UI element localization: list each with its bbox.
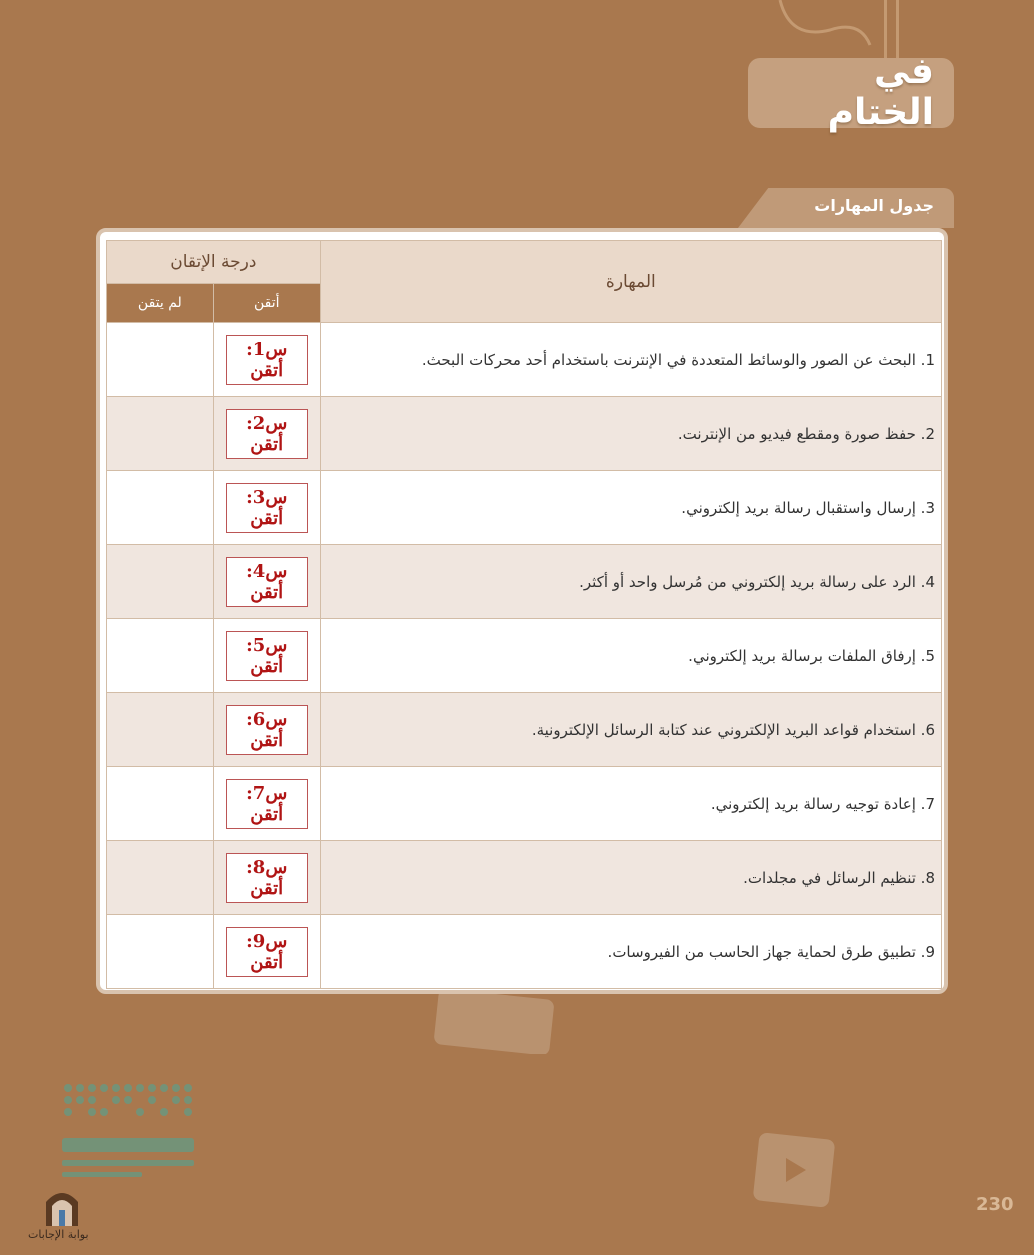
table-row	[107, 693, 942, 767]
mastered-cell	[213, 767, 320, 841]
table-row	[107, 397, 942, 471]
not-mastered-cell	[107, 397, 214, 471]
not-mastered-cell	[107, 545, 214, 619]
portal-name: بوابة الإجابات	[28, 1228, 89, 1241]
answer-stamp: س3: أتقن	[226, 483, 308, 533]
answer-stamp: س5: أتقن	[226, 631, 308, 681]
mastered-cell	[213, 619, 320, 693]
portal-logo	[42, 1186, 82, 1228]
answer-stamp: س4: أتقن	[226, 557, 308, 607]
skill-cell: 6. استخدام قواعد البريد الإلكتروني عند كتابة الرسائل الإلكترونية.	[320, 693, 941, 767]
not-mastered-cell	[107, 619, 214, 693]
not-mastered-cell	[107, 471, 214, 545]
not-mastered-cell	[107, 323, 214, 397]
table-row	[107, 767, 942, 841]
skill-cell: 4. الرد على رسالة بريد إلكتروني من مُرسل واحد أو أكثر.	[320, 545, 941, 619]
mastered-cell	[213, 323, 320, 397]
page-number: 230	[976, 1194, 1014, 1215]
skills-card	[96, 228, 948, 994]
col-not-mastered-header: لم يتقن	[107, 284, 214, 323]
mastered-cell	[213, 841, 320, 915]
mastered-cell	[213, 693, 320, 767]
table-row	[107, 323, 942, 397]
not-mastered-cell	[107, 841, 214, 915]
skill-cell: 7. إعادة توجيه رسالة بريد إلكتروني.	[320, 767, 941, 841]
skill-cell: 8. تنظيم الرسائل في مجلدات.	[320, 841, 941, 915]
mastered-cell	[213, 545, 320, 619]
skill-cell: 5. إرفاق الملفات برسالة بريد إلكتروني.	[320, 619, 941, 693]
skills-table	[106, 240, 942, 989]
section-title: جدول المهارات	[814, 196, 934, 215]
col-mastered-header: أتقن	[213, 284, 320, 323]
table-row	[107, 841, 942, 915]
mastered-cell	[213, 471, 320, 545]
answer-stamp: س2: أتقن	[226, 409, 308, 459]
table-row	[107, 619, 942, 693]
mastered-cell	[213, 397, 320, 471]
ministry-logo	[58, 1080, 198, 1200]
answer-stamp: س6: أتقن	[226, 705, 308, 755]
answer-stamp: س8: أتقن	[226, 853, 308, 903]
page-title: في الختام	[827, 51, 934, 133]
col-skill-header: المهارة	[320, 241, 941, 323]
answer-stamp: س9: أتقن	[226, 927, 308, 977]
not-mastered-cell	[107, 693, 214, 767]
not-mastered-cell	[107, 915, 214, 989]
skill-cell: 3. إرسال واستقبال رسالة بريد إلكتروني.	[320, 471, 941, 545]
watermark-book-icon	[432, 990, 556, 1054]
title-banner	[748, 51, 954, 133]
skill-cell: 2. حفظ صورة ومقطع فيديو من الإنترنت.	[320, 397, 941, 471]
table-row	[107, 545, 942, 619]
not-mastered-cell	[107, 767, 214, 841]
mastered-cell	[213, 915, 320, 989]
skill-cell: 9. تطبيق طرق لحماية جهاز الحاسب من الفيروسات.	[320, 915, 941, 989]
answer-stamp: س1: أتقن	[226, 335, 308, 385]
table-row	[107, 915, 942, 989]
answer-stamp: س7: أتقن	[226, 779, 308, 829]
table-row	[107, 471, 942, 545]
watermark-video-icon	[752, 1132, 836, 1208]
skill-cell: 1. البحث عن الصور والوسائط المتعددة في الإنترنت باستخدام أحد محركات البحث.	[320, 323, 941, 397]
col-degree-header: درجة الإتقان	[107, 241, 321, 284]
